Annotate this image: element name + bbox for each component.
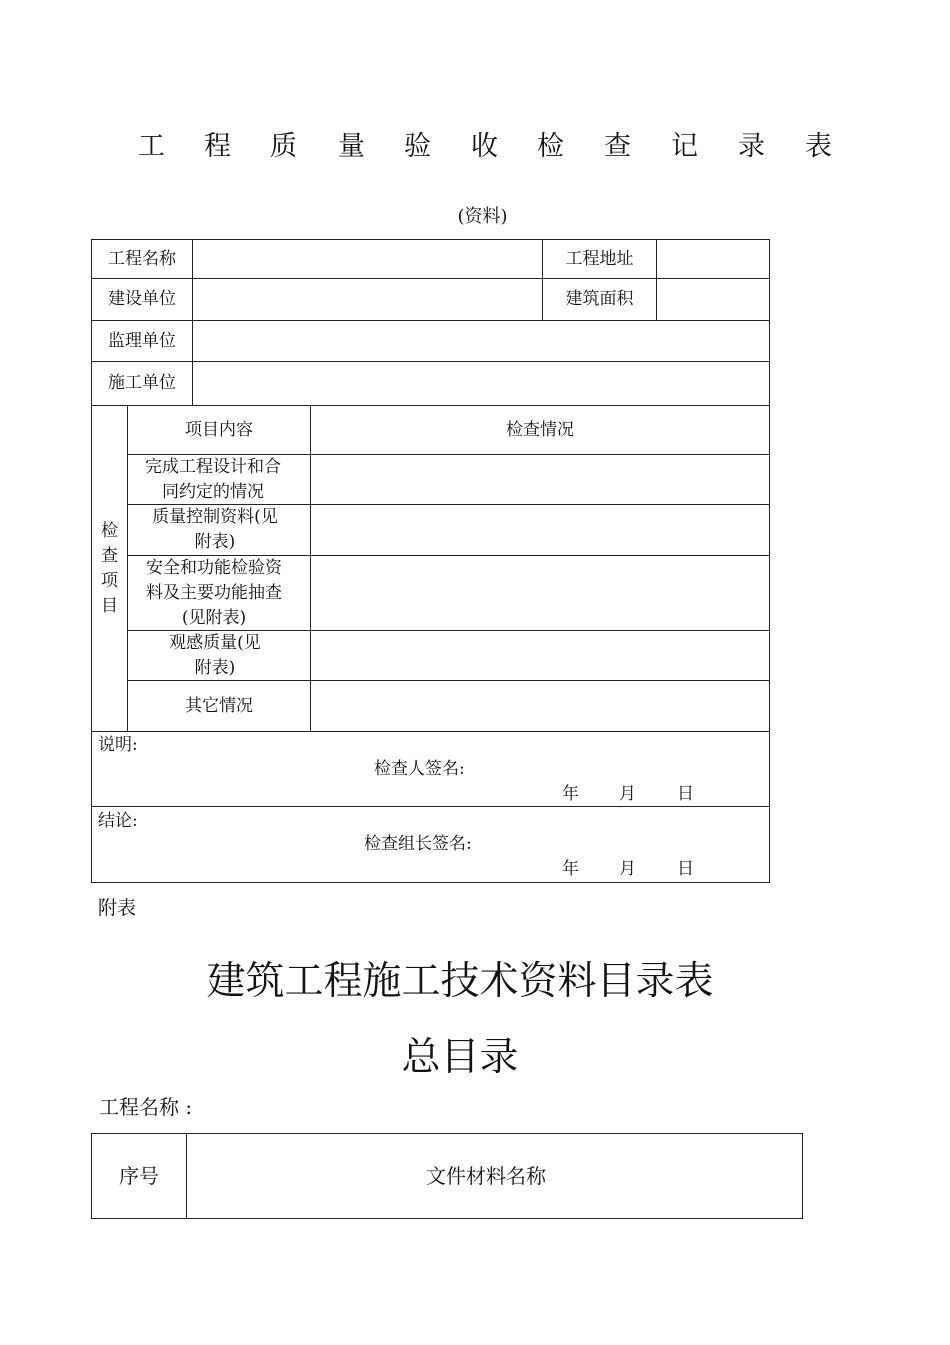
notes-month: 月 xyxy=(619,784,636,804)
appendix-title: 建筑工程施工技术资料目录表 xyxy=(206,959,714,1004)
item-design-contract: 完成工程设计和合同约定的情况 xyxy=(145,456,281,502)
field-project-name[interactable] xyxy=(193,240,542,278)
title-char: 量 xyxy=(338,131,365,162)
notes-year: 年 xyxy=(562,784,579,804)
title-char: 验 xyxy=(404,131,431,162)
check-items-text: 检查项目 xyxy=(101,520,118,616)
status-visual-quality[interactable] xyxy=(311,631,769,680)
conclusion-month: 月 xyxy=(619,859,636,879)
conclusion-day: 日 xyxy=(677,859,694,879)
field-project-address[interactable] xyxy=(657,240,769,278)
label-check-items xyxy=(92,406,127,731)
notes-signer: 检查人签名: xyxy=(374,759,465,779)
catalog-header-serial: 序号 xyxy=(119,1163,159,1188)
status-quality-control[interactable] xyxy=(311,505,769,555)
catalog-header-document-name: 文件材料名称 xyxy=(426,1163,546,1188)
status-safety-function[interactable] xyxy=(311,556,769,630)
title-char: 记 xyxy=(671,131,698,162)
title-char: 程 xyxy=(204,131,231,162)
item-visual-quality: 观感质量(见附表) xyxy=(169,632,261,678)
field-builder-unit[interactable] xyxy=(193,362,769,405)
label-project-name: 工程名称 xyxy=(108,248,176,269)
item-quality-control: 质量控制资料(见附表) xyxy=(152,507,278,552)
item-other: 其它情况 xyxy=(185,695,253,716)
appendix-label: 附表 xyxy=(98,897,137,919)
label-supervision-unit: 监理单位 xyxy=(108,330,176,351)
header-check-status: 检查情况 xyxy=(506,419,574,440)
item-safety-function: 安全和功能检验资料及主要功能抽查(见附表) xyxy=(146,557,282,628)
label-building-area: 建筑面积 xyxy=(565,289,634,309)
title-char: 质 xyxy=(270,131,297,162)
conclusion-label: 结论: xyxy=(98,811,138,831)
conclusion-year: 年 xyxy=(562,859,579,879)
label-construction-unit: 建设单位 xyxy=(108,289,176,309)
label-builder-unit: 施工单位 xyxy=(108,373,176,393)
field-supervision-unit[interactable] xyxy=(193,321,769,361)
title-char: 录 xyxy=(738,131,765,162)
notes-label: 说明: xyxy=(98,735,138,755)
header-item-content: 项目内容 xyxy=(185,419,253,440)
notes-day: 日 xyxy=(677,784,694,804)
title-char: 查 xyxy=(604,131,631,162)
form-subtitle: (资料) xyxy=(457,206,508,227)
label-project-address: 工程地址 xyxy=(565,248,634,269)
appendix-project-name-label: 工程名称 : xyxy=(99,1095,193,1119)
status-design-contract[interactable] xyxy=(311,455,769,504)
title-char: 工 xyxy=(138,131,165,162)
field-construction-unit[interactable] xyxy=(193,279,542,320)
title-char: 表 xyxy=(805,131,832,162)
title-char: 检 xyxy=(537,131,564,162)
title-char: 收 xyxy=(471,131,498,162)
status-other[interactable] xyxy=(311,681,769,731)
conclusion-signer: 检查组长签名: xyxy=(364,834,472,854)
field-building-area[interactable] xyxy=(657,279,769,320)
appendix-subtitle: 总目录 xyxy=(401,1035,519,1080)
